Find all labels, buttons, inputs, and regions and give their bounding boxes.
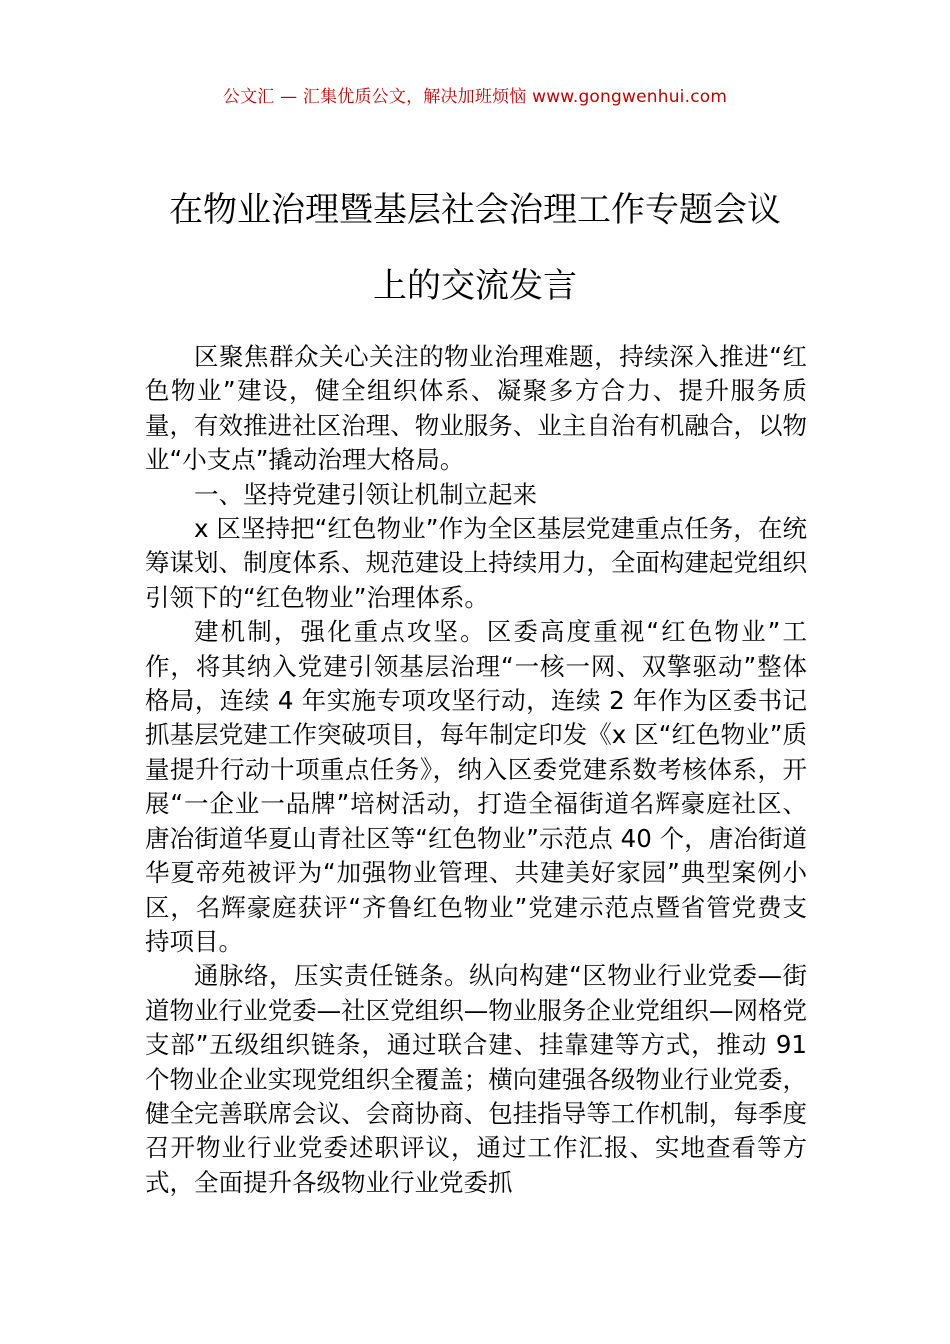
document-body — [145, 340, 807, 1200]
header-banner: 公文汇 — 汇集优质公文，解决加班烦恼 www.gongwenhui.com — [222, 87, 728, 107]
paragraph-mechanism: 建机制，强化重点攻坚。区委高度重视“红色物业”工作，将其纳入党建引领基层治理“一核一网、双擎驱动”整体格局，连续 4 年实施专项攻坚行动，连续 2 年作为区委书记抓基层党建工作突破项目，每年制定印发《x 区“红色物业”质量提升行动十项重点任务》，纳入区委党建系数考核体系，开展“一企业一品牌”培树活动，打造全福街道名辉豪庭社区、唐冶街道华夏山青社区等“红色物业”示范点 40 个，唐冶街道华夏帝苑被评为“加强物业管理、共建美好家园”典型案例小区，名辉豪庭获评“齐鲁红色物业”党建示范点暨省管党费支持项目。 — [145, 617, 807, 956]
document-title — [0, 172, 950, 324]
title-line-2: 上的交流发言 — [373, 266, 577, 306]
section-heading: 一、坚持党建引领让机制立起来 — [194, 479, 537, 509]
paragraph-section-intro: x 区坚持把“红色物业”作为全区基层党建重点任务，在统筹谋划、制度体系、规范建设上持续用力，全面构建起党组织引领下的“红色物业”治理体系。 — [145, 514, 807, 612]
title-line-1: 在物业治理暨基层社会治理工作专题会议 — [169, 190, 781, 230]
paragraph-intro: 区聚焦群众关心关注的物业治理难题，持续深入推进“红色物业”建设，健全组织体系、凝聚多方合力、提升服务质量，有效推进社区治理、物业服务、业主自治有机融合，以物业“小支点”撬动治理大格局。 — [145, 342, 807, 475]
paragraph-responsibility-chain: 通脉络，压实责任链条。纵向构建“区物业行业党委—街道物业行业党委—社区党组织—物业服务企业党组织—网格党支部”五级组织链条，通过联合建、挂靠建等方式，推动 91 个物业企业实现党组织全覆盖；横向建强各级物业行业党委，健全完善联席会议、会商协商、包挂指导等工作机制，每季度召开物业行业党委述职评议，通过工作汇报、实地查看等方式，全面提升各级物业行业党委抓 — [145, 961, 807, 1197]
